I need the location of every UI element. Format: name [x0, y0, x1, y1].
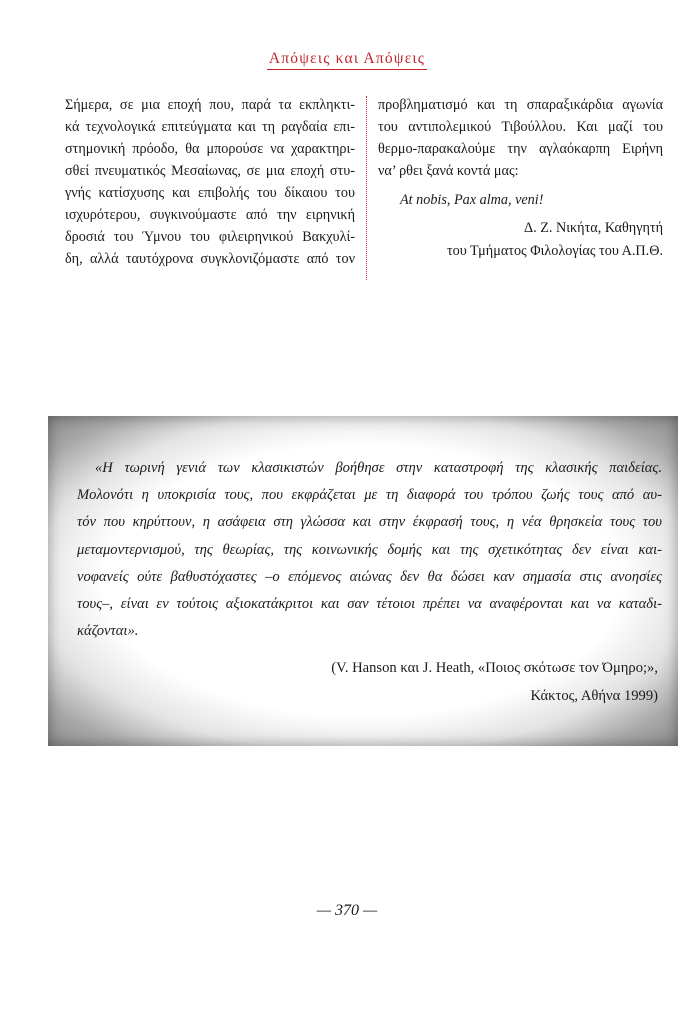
right-column-line: προβληματισμό και τη σπαραξικάρδια αγωνία [378, 97, 663, 113]
quote-line: κάζονται». [77, 623, 139, 640]
right-column [378, 94, 663, 263]
quote-source-line-2: Κάκτος, Αθήνα 1999) [530, 688, 658, 704]
left-column-line: Σήμερα, σε μια εποχή που, παρά τα εκπληκτι- [65, 97, 355, 113]
column-divider [366, 96, 367, 280]
signature-name: Δ. Ζ. Νικήτα, Καθηγητή [523, 220, 663, 236]
latin-quote: At nobis, Pax alma, veni! [400, 192, 544, 208]
author-signature [378, 217, 663, 263]
left-column [65, 94, 355, 270]
quote-line: νοφανείς ούτε βαθυστόχαστες –ο επόμενος αιώνας δεν θα δώσει καν σημασία στις ανοησίες [77, 568, 662, 585]
left-column-line: κά τεχνολογικά επιτεύγματα και τη ραγδαία επι- [65, 119, 355, 135]
quote-text [77, 455, 662, 645]
quote-line: Μολονότι η υποκρισία τους, που εκφράζεται με τη διαφορά του τρόπου ζωής τους από αυ- [77, 487, 662, 504]
left-column-line: δη, αλλά ταυτόχρονα συγκλονιζόμαστε από τον [65, 251, 355, 267]
quote-source [331, 654, 658, 710]
left-column-line: σθεί πνευματικός Μεσαίωνας, σε μια εποχή στυ- [65, 163, 355, 179]
left-column-line: δροσιά του Ύμνου του φιλειρηνικού Βακχυλί- [65, 229, 355, 245]
running-title [0, 50, 694, 68]
right-column-line: να’ ρθει ξανά κοντά μας: [378, 163, 519, 179]
quote-line: μεταμοντερνισμού, της θεωρίας, της κοινωνικής δομής και της σχετικότητας δεν είναι και- [77, 541, 662, 558]
right-column-line: του αντιπολεμικού Τιβούλλου. Και μαζί του [378, 119, 663, 135]
signature-affiliation: του Τμήματος Φιλολογίας του Α.Π.Θ. [446, 243, 663, 259]
running-title-text: Απόψεις και Απόψεις [267, 50, 427, 70]
page-number: — 370 — [316, 902, 378, 919]
right-column-line: θερμο-παρακαλούμε την αγλαόκαρπη Ειρήνη [378, 141, 663, 157]
left-column-line: ισχυρότερου, συγκινούμαστε από την ειρηνική [65, 207, 355, 223]
quote-line: τόν που κηρύττουν, η ασάφεια στη γλώσσα και στην έκφρασή τους, η νέα θρησκεία τους του [77, 514, 662, 531]
quote-line: «Η τωρινή γενιά των κλασικιστών βοήθησε στην καταστροφή της κλασικής παιδείας. [95, 460, 662, 476]
left-column-line: στημονική πρόοδο, θα μπορούσε να χαρακτηρι- [65, 141, 355, 157]
quote-line: τους–, είναι εν τούτοις αξιοκατάκριτοι και σαν τέτοιοι πρέπει να αναφέρονται και να καταδι- [77, 596, 662, 613]
left-column-line: γνής κατίσχυσης και επιβολής του δίκαιου του [65, 185, 355, 201]
quote-source-line-1: (V. Hanson και J. Heath, «Ποιος σκότωσε τον Όμηρο;», [331, 660, 658, 676]
